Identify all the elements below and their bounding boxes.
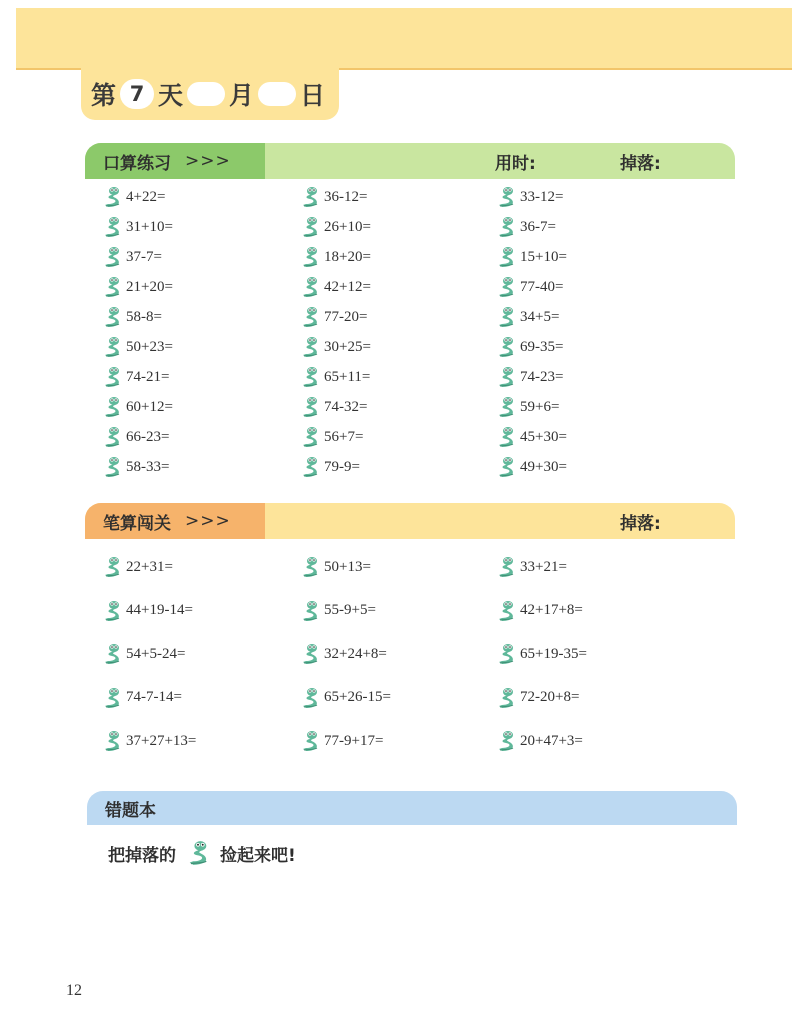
- snake-icon: [496, 687, 516, 709]
- problem-text: 15+10=: [520, 248, 567, 265]
- mental-dropped-label: 掉落:: [620, 153, 661, 174]
- problem-text: 33-12=: [520, 188, 564, 205]
- problem-text: 21+20=: [126, 278, 173, 295]
- problem-item: [300, 600, 376, 622]
- snake-icon: [300, 186, 320, 208]
- problem-item: [300, 730, 383, 752]
- problem-text: 42+17+8=: [520, 602, 583, 618]
- problem-text: 72-20+8=: [520, 689, 580, 705]
- problem-item: [496, 366, 563, 388]
- problem-item: [496, 600, 583, 622]
- top-banner: [16, 8, 792, 70]
- problem-text: 30+25=: [324, 338, 371, 355]
- written-math-title: 笔算闯关: [103, 513, 171, 534]
- snake-icon: [496, 276, 516, 298]
- problem-text: 50+23=: [126, 338, 173, 355]
- problem-item: [496, 426, 567, 448]
- problem-text: 65+26-15=: [324, 689, 391, 705]
- problem-item: [102, 687, 182, 709]
- snake-icon: [102, 366, 122, 388]
- mental-math-header: [85, 143, 735, 179]
- problem-text: 55-9+5=: [324, 602, 376, 618]
- problem-item: [102, 246, 162, 268]
- problem-item: [102, 643, 185, 665]
- snake-icon: [300, 600, 320, 622]
- problem-text: 49+30=: [520, 458, 567, 475]
- problem-text: 74-23=: [520, 368, 564, 385]
- snake-icon: [496, 336, 516, 358]
- problem-text: 77-20=: [324, 308, 368, 325]
- snake-icon: [496, 216, 516, 238]
- problem-text: 54+5-24=: [126, 645, 186, 662]
- snake-icon: [102, 336, 122, 358]
- mental-math-arrows: >>>: [185, 151, 231, 171]
- snake-icon: [186, 840, 210, 866]
- mistakes-header: [87, 791, 737, 825]
- problem-item: [102, 556, 173, 578]
- snake-icon: [102, 643, 122, 665]
- problem-text: 20+47+3=: [520, 732, 583, 749]
- problem-item: [102, 186, 165, 208]
- date-label: 日: [300, 81, 326, 110]
- problem-text: 74-32=: [324, 398, 368, 415]
- snake-icon: [102, 246, 122, 268]
- problem-item: [496, 186, 563, 208]
- snake-icon: [496, 456, 516, 478]
- snake-icon: [496, 366, 516, 388]
- problem-text: 65+19-35=: [520, 645, 587, 662]
- snake-icon: [496, 600, 516, 622]
- snake-icon: [102, 456, 122, 478]
- problem-text: 18+20=: [324, 248, 371, 265]
- problem-item: [300, 216, 371, 238]
- snake-icon: [496, 643, 516, 665]
- problem-item: [102, 276, 173, 298]
- mistakes-line-after: 捡起来吧!: [220, 845, 296, 866]
- written-math-tag: [85, 503, 265, 539]
- problem-text: 74-21=: [126, 368, 170, 385]
- problem-item: [102, 396, 173, 418]
- problem-item: [300, 556, 371, 578]
- problem-item: [102, 456, 169, 478]
- snake-icon: [102, 186, 122, 208]
- day-header: [81, 68, 339, 120]
- problem-text: 60+12=: [126, 398, 173, 415]
- snake-icon: [102, 600, 122, 622]
- problem-text: 4+22=: [126, 188, 166, 205]
- problem-item: [300, 246, 371, 268]
- snake-icon: [300, 687, 320, 709]
- snake-icon: [102, 687, 122, 709]
- mistakes-instruction: [108, 840, 296, 866]
- problem-text: 37-7=: [126, 248, 162, 265]
- problem-item: [300, 276, 371, 298]
- snake-icon: [300, 396, 320, 418]
- problem-item: [496, 276, 563, 298]
- problem-text: 77-9+17=: [324, 732, 384, 749]
- snake-icon: [300, 556, 320, 578]
- snake-icon: [496, 396, 516, 418]
- snake-icon: [300, 366, 320, 388]
- problem-text: 65+11=: [324, 368, 371, 385]
- snake-icon: [300, 276, 320, 298]
- snake-icon: [496, 306, 516, 328]
- snake-icon: [496, 246, 516, 268]
- snake-icon: [496, 730, 516, 752]
- snake-icon: [300, 336, 320, 358]
- month-label: 月: [229, 81, 255, 110]
- problem-item: [102, 600, 193, 622]
- problem-item: [300, 336, 371, 358]
- problem-item: [102, 216, 173, 238]
- page-number: 12: [66, 982, 82, 999]
- problem-item: [300, 186, 367, 208]
- snake-icon: [102, 556, 122, 578]
- problem-item: [496, 643, 587, 665]
- problem-text: 58-8=: [126, 308, 162, 325]
- problem-item: [102, 426, 169, 448]
- snake-icon: [300, 456, 320, 478]
- snake-icon: [496, 426, 516, 448]
- written-math-header: [85, 503, 735, 539]
- mistakes-title: 错题本: [105, 800, 156, 821]
- date-blank: [258, 82, 296, 106]
- time-label: 用时:: [495, 153, 536, 174]
- problem-text: 45+30=: [520, 428, 567, 445]
- problem-item: [496, 336, 563, 358]
- snake-icon: [102, 396, 122, 418]
- problem-text: 79-9=: [324, 458, 360, 475]
- snake-icon: [496, 556, 516, 578]
- problem-text: 50+13=: [324, 558, 371, 575]
- day-number: 7: [120, 79, 154, 109]
- problem-item: [300, 643, 387, 665]
- problem-item: [300, 396, 367, 418]
- problem-item: [300, 366, 370, 388]
- problem-item: [496, 556, 567, 578]
- problem-item: [496, 456, 567, 478]
- snake-icon: [102, 276, 122, 298]
- problem-text: 22+31=: [126, 558, 173, 575]
- snake-icon: [300, 216, 320, 238]
- problem-text: 56+7=: [324, 428, 364, 445]
- problem-text: 77-40=: [520, 278, 564, 295]
- problem-text: 69-35=: [520, 338, 564, 355]
- snake-icon: [496, 186, 516, 208]
- month-blank: [187, 82, 225, 106]
- problem-text: 36-12=: [324, 188, 368, 205]
- mental-math-tag: [85, 143, 265, 179]
- snake-icon: [300, 306, 320, 328]
- problem-text: 42+12=: [324, 278, 371, 295]
- problem-item: [300, 456, 360, 478]
- problem-text: 44+19-14=: [126, 602, 193, 618]
- problem-text: 33+21=: [520, 558, 567, 575]
- problem-text: 31+10=: [126, 218, 173, 235]
- day-prefix: 第: [91, 81, 117, 110]
- written-math-arrows: >>>: [185, 511, 231, 531]
- problem-item: [102, 366, 169, 388]
- problem-text: 37+27+13=: [126, 732, 197, 749]
- problem-item: [496, 246, 567, 268]
- problem-text: 59+6=: [520, 398, 560, 415]
- problem-item: [496, 730, 583, 752]
- problem-text: 34+5=: [520, 308, 560, 325]
- problem-text: 26+10=: [324, 218, 371, 235]
- snake-icon: [102, 426, 122, 448]
- problem-item: [300, 306, 367, 328]
- snake-icon: [300, 246, 320, 268]
- snake-icon: [102, 216, 122, 238]
- snake-icon: [102, 306, 122, 328]
- mistakes-line-before: 把掉落的: [108, 845, 176, 866]
- day-suffix: 天: [158, 81, 184, 110]
- snake-icon: [300, 643, 320, 665]
- problem-item: [496, 396, 559, 418]
- problem-item: [496, 216, 556, 238]
- problem-item: [102, 306, 162, 328]
- problem-item: [496, 306, 559, 328]
- problem-text: 36-7=: [520, 218, 556, 235]
- mental-math-title: 口算练习: [103, 153, 171, 174]
- problem-item: [102, 730, 196, 752]
- problem-item: [496, 687, 579, 709]
- problem-text: 66-23=: [126, 428, 170, 445]
- snake-icon: [300, 730, 320, 752]
- snake-icon: [300, 426, 320, 448]
- written-dropped-label: 掉落:: [620, 513, 661, 534]
- problem-item: [300, 426, 363, 448]
- snake-icon: [102, 730, 122, 752]
- problem-text: 74-7-14=: [126, 689, 182, 705]
- problem-item: [102, 336, 173, 358]
- problem-text: 58-33=: [126, 458, 170, 475]
- problem-item: [300, 687, 391, 709]
- problem-text: 32+24+8=: [324, 645, 387, 662]
